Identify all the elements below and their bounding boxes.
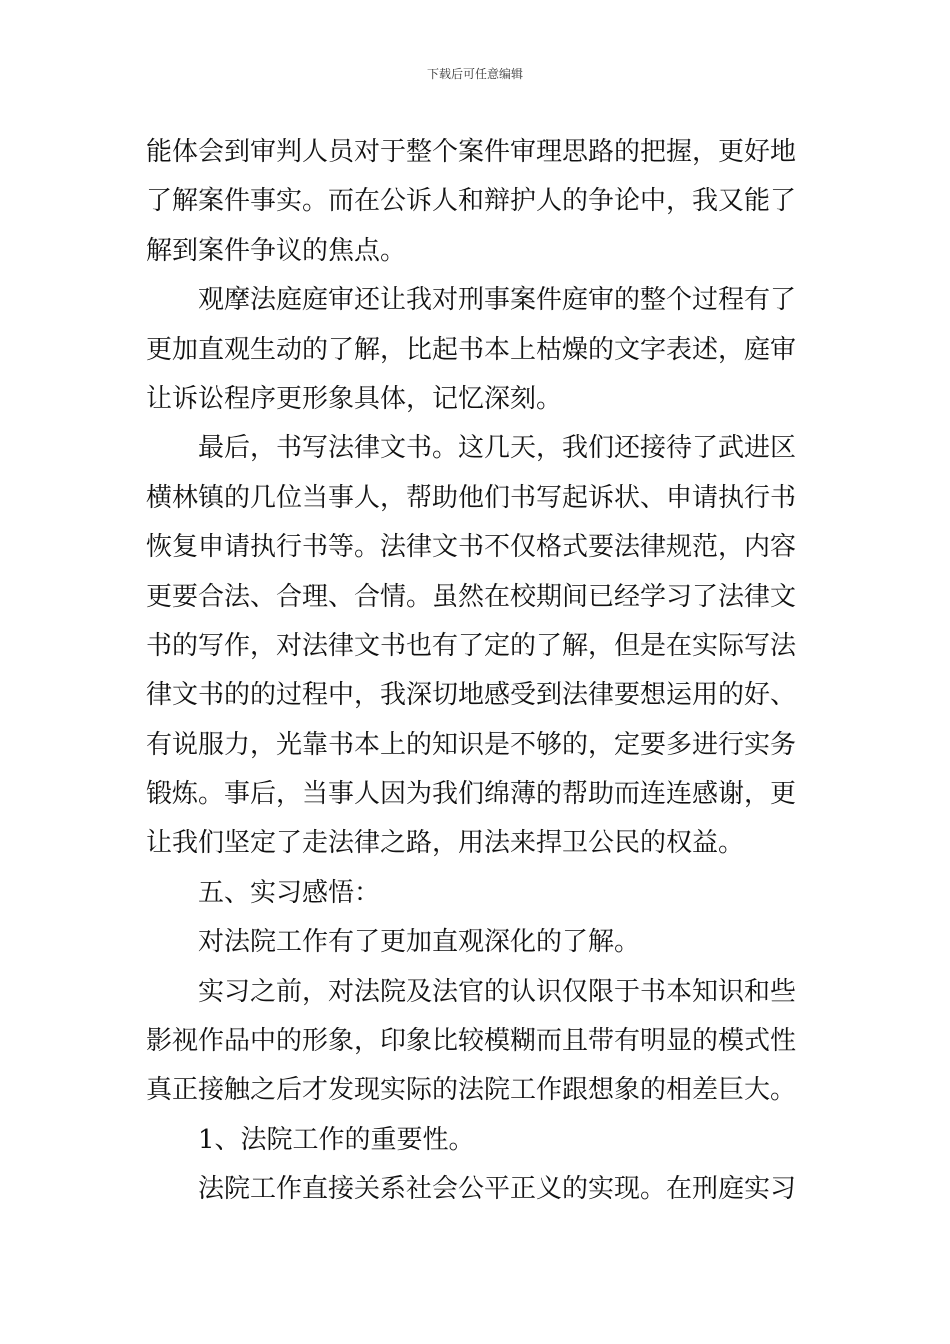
subsection-heading: 1、法院工作的重要性。 xyxy=(198,1124,475,1155)
text-line: 让我们坚定了走法律之路，用法来捍卫公民的权益。 xyxy=(146,828,745,859)
text-line: 更加直观生动的了解，比起书本上枯燥的文字表述，庭审 xyxy=(146,334,797,365)
document-body xyxy=(146,128,808,1215)
text-line: 解到案件争议的焦点。 xyxy=(146,235,407,266)
text-line: 律文书的的过程中，我深切地感受到法律要想运用的好、 xyxy=(146,680,797,711)
text-line: 更要合法、合理、合情。虽然在校期间已经学习了法律文 xyxy=(146,581,797,612)
section-heading: 五、实习感悟： xyxy=(198,877,381,908)
text-line: 对法院工作有了更加直观深化的了解。 xyxy=(198,927,641,958)
text-line: 让诉讼程序更形象具体，记忆深刻。 xyxy=(146,383,563,414)
text-line: 影视作品中的形象，印象比较模糊而且带有明显的模式性 xyxy=(146,1026,797,1057)
text-line: 能体会到审判人员对于整个案件审理思路的把握，更好地 xyxy=(146,137,797,167)
text-line: 了解案件事实。而在公诉人和辩护人的争论中，我又能了 xyxy=(146,186,797,217)
text-line: 实习之前，对法院及法官的认识仅限于书本知识和些 xyxy=(198,976,797,1007)
text-line: 观摩法庭庭审还让我对刑事案件庭审的整个过程有了 xyxy=(198,285,797,316)
text-line: 有说服力，光靠书本上的知识是不够的，定要多进行实务 xyxy=(146,729,797,760)
text-line: 锻炼。事后，当事人因为我们绵薄的帮助而连连感谢，更 xyxy=(146,779,797,810)
page-header: 下载后可任意编辑 xyxy=(426,67,523,81)
text-line: 恢复申请执行书等。法律文书不仅格式要法律规范，内容 xyxy=(146,532,797,563)
text-line: 横林镇的几位当事人，帮助他们书写起诉状、申请执行书 xyxy=(146,482,797,513)
text-line: 法院工作直接关系社会公平正义的实现。在刑庭实习 xyxy=(198,1174,797,1205)
text-line: 最后，书写法律文书。这几天，我们还接待了武进区 xyxy=(198,433,797,464)
text-line: 真正接触之后才发现实际的法院工作跟想象的相差巨大。 xyxy=(146,1075,797,1106)
text-line: 书的写作，对法律文书也有了定的了解，但是在实际写法 xyxy=(146,630,797,661)
